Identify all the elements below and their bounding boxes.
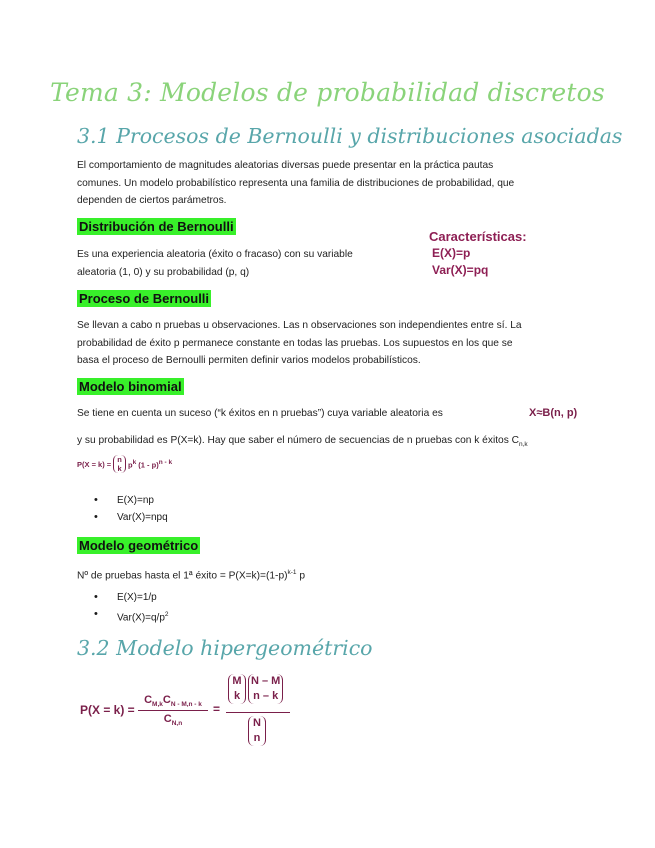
geometrico-formula-end: p [296,570,306,582]
bernoulli-variance: Var(X)=pq [432,263,489,277]
bernoulli-text [77,246,407,281]
section-heading-3-1: 3.1 Procesos de Bernoulli y distribuciones asociadas [77,124,623,148]
section-heading-3-2: 3.2 Modelo hipergeométrico [77,636,373,660]
hyper-c1-sub: M,k [152,701,163,709]
hyper-b2-top: N – M [251,675,281,687]
bernoulli-expectation: E(X)=p [432,246,471,260]
hyper-binomials-top [226,672,290,713]
binomial-formula-lhs: P(X = k) = [77,459,112,469]
bernoulli-heading: Distribución de Bernoulli [79,219,234,234]
proceso-line: probabilidad de éxito p permanece constante en todas las pruebas. Los supuestos en los que se [77,337,513,349]
hyper-binom-m-k [228,674,246,704]
binom-p: p [127,460,133,470]
geometrico-formula-exp: k-1 [287,569,297,576]
proceso-line: Se llevan a cabo n pruebas u observaciones. Las n observaciones son independientes entre sí. La [77,320,522,331]
binom-n: n [117,455,122,464]
hyper-denominator [138,711,208,727]
binomial-formula [77,455,172,473]
proceso-text [77,317,607,370]
geometrico-bullets [77,589,169,626]
proceso-line: basa el proceso de Bernoulli permiten definir varios modelos probabilísticos. [77,355,421,366]
geometrico-formula: P(X=k)=(1-p) [228,570,288,582]
binomial-probability-term [128,458,172,470]
hyper-b3-top: N [253,717,261,729]
binomial-line-1: Se tiene en cuenta un suceso (“k éxitos en n pruebas”) cuya variable aleatoria es [77,408,443,419]
binomial-bullets [77,492,168,526]
binomial-expectation: • E(X)=np [77,492,168,509]
hyper-binom-n-n [248,716,266,746]
binom-q: (1 - p) [138,460,159,470]
hyper-binomial-bottom [226,713,290,751]
geometrico-variance [77,606,169,626]
intro-paragraph [77,157,597,210]
intro-line: El comportamiento de magnitudes aleatorias diversas puede presentar en la práctica pautas [77,160,494,171]
binomial-notation: X≈B(n, p) [529,407,578,419]
bernoulli-line: aleatoria (1, 0) y su probabilidad (p, q) [77,266,250,278]
hyper-c1: C [144,694,153,706]
hyper-b1-top: M [232,675,242,687]
binomial-heading: Modelo binomial [79,379,182,394]
geometrico-variance-text: Var(X)=q/p [117,612,165,624]
hyper-c2-sub: N - M,n - k [170,701,202,709]
hyper-b2-bot: n – k [253,690,279,702]
bernoulli-line: Es una experiencia aleatoria (éxito o fracaso) con su variable [77,249,353,260]
binom-p-exp: k [132,459,137,467]
caracteristicas-box [429,228,527,279]
hyper-den-c: C [163,713,172,726]
caracteristicas-label: Características: [429,229,527,244]
hyper-b3-bot: n [253,732,261,744]
binomial-variance: • Var(X)=npq [77,509,168,526]
binom-k: k [117,464,122,473]
binomial-line-2-text: y su probabilidad es P(X=k). Hay que saber el número de secuencias de n pruebas con k éxitos C [77,435,519,446]
geometrico-heading: Modelo geométrico [79,538,199,553]
hyper-fraction-right [226,672,290,751]
binomial-coefficient [113,455,126,473]
hyper-b1-bot: k [233,690,241,702]
geometrico-variance-exp: 2 [164,611,169,618]
proceso-heading: Proceso de Bernoulli [79,291,210,306]
intro-line: dependen de ciertos parámetros. [77,195,227,206]
geometrico-label: Nº de pruebas hasta el 1ª éxito = [77,570,229,582]
hyper-c2: C [162,694,171,706]
hyper-equals: = [213,702,221,716]
page-title: Tema 3: Modelos de probabilidad discretos [50,78,605,107]
binomial-line-2-sub: n,k [519,441,528,449]
hyper-numerator [138,694,208,711]
geometrico-expectation: • E(X)=1/p [77,589,169,606]
hyper-binom-nm-nk [248,674,283,704]
geometrico-text [77,564,305,585]
hyper-den-sub: N,n [171,720,183,728]
binomial-line-2 [77,432,528,454]
binom-q-exp: n - k [158,459,173,467]
hyper-lhs: P(X = k) = [80,703,135,717]
intro-line: comunes. Un modelo probabilístico representa una familia de distribuciones de probabilidad, que [77,177,515,189]
hyper-fraction-left [138,694,208,727]
